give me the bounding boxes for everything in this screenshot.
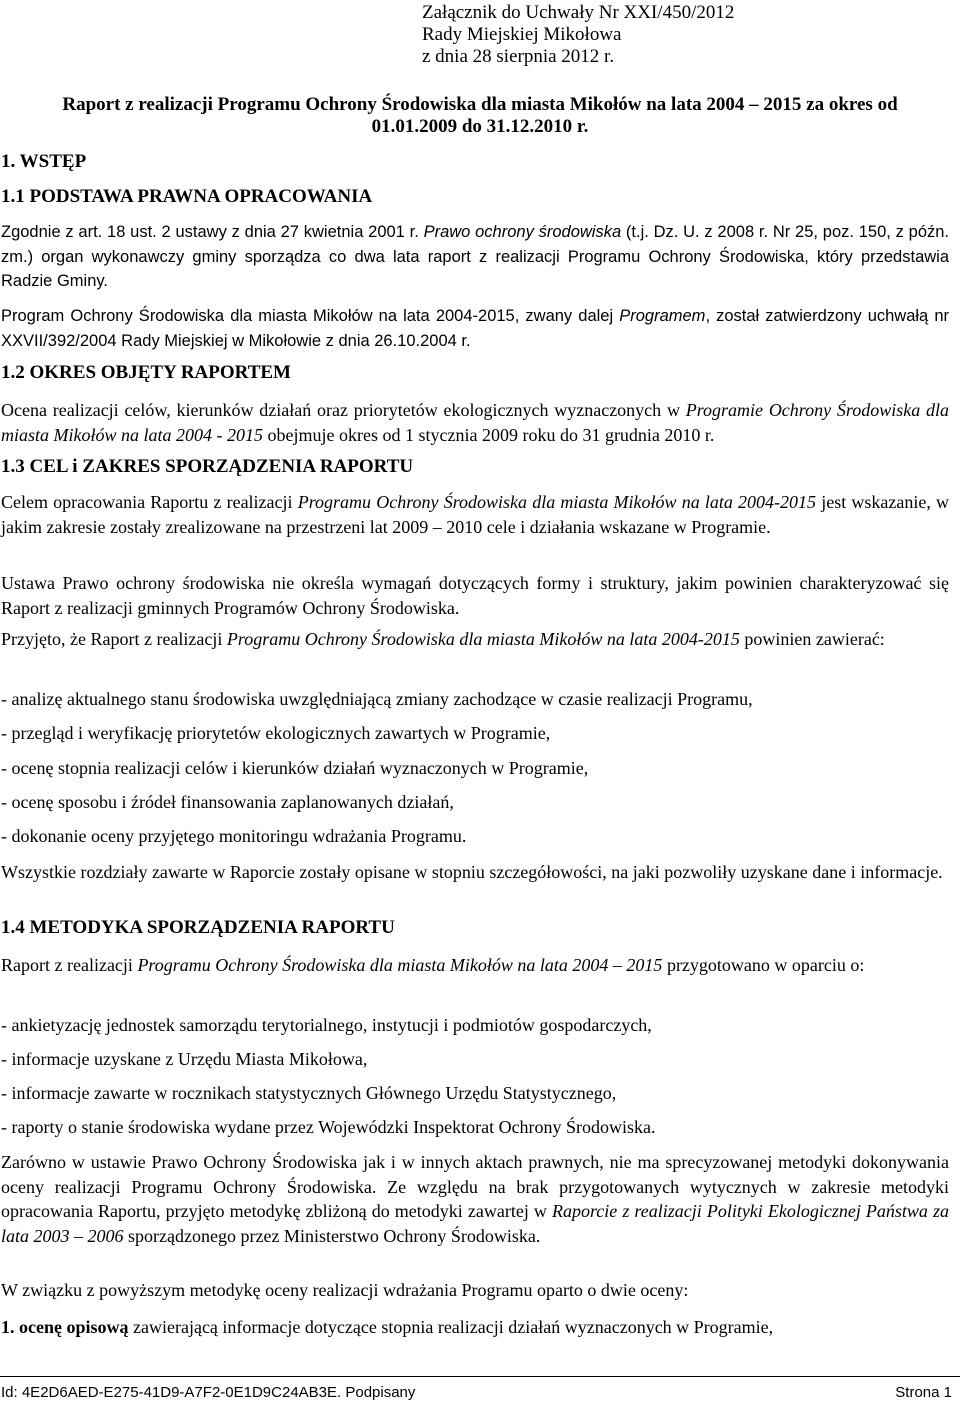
title-line-2: 01.01.2009 do 31.12.2010 r. xyxy=(371,116,589,137)
annex-line-1: Załącznik do Uchwały Nr XXI/450/2012 xyxy=(422,2,735,23)
p8-text-2: przygotowano w oparciu o: xyxy=(662,955,865,975)
paragraph-law: Ustawa Prawo ochrony środowiska nie określa wymagań dotyczących formy i struktury, jakim powinien charakteryzować się Raport z realizacji gminnych Programów Ochrony Środowiska. xyxy=(1,573,949,618)
p11-text: zawierającą informacje dotyczące stopnia realizacji działań wyznaczonych w Programie, xyxy=(128,1317,774,1337)
annex-line-3: z dnia 28 sierpnia 2012 r. xyxy=(422,46,615,67)
p4-text-2: jest wskazanie, w jakim zakresie zostały zrealizowane na przestrzeni lat 2009 – 2010 cele i działania wskazane w Programie. xyxy=(1,492,949,537)
p2-text-2: , został zatwierdzony uchwałą nr XXVII/392/2004 Rady Miejskiej w Mikołowie z dnia 26.10.2004 r. xyxy=(1,307,949,350)
list-item: - analizę aktualnego stanu środowiska uwzględniającą zmiany zachodzące w czasie realizacji Programu, xyxy=(1,689,753,709)
p3-italic: Programie Ochrony Środowiska dla miasta Mikołów na lata 2004 - 2015 xyxy=(1,400,950,445)
p1-text: Zgodnie z art. 18 ust. 2 ustawy z dnia 27 kwietnia 2001 r. xyxy=(1,223,424,241)
section-heading-1-1: 1.1 PODSTAWA PRAWNA OPRACOWANIA xyxy=(1,186,373,207)
paragraph-two-assessments: W związku z powyższym metodykę oceny realizacji wdrażania Programu oparto o dwie oceny: xyxy=(1,1280,689,1300)
paragraph-program xyxy=(1,304,949,353)
p8-italic: Programu Ochrony Środowiska dla miasta Mikołów na lata 2004 – 2015 xyxy=(137,955,663,975)
p11-bold: 1. ocenę opisową xyxy=(1,1317,129,1337)
p6-italic: Programu Ochrony Środowiska dla miasta Mikołów na lata 2004-2015 xyxy=(226,629,740,649)
footer-divider xyxy=(0,1376,960,1377)
p2-italic: Programem xyxy=(619,307,706,325)
section-heading-1-3: 1.3 CEL i ZAKRES SPORZĄDZENIA RAPORTU xyxy=(1,456,414,477)
paragraph-period xyxy=(1,398,949,447)
paragraph-methodology xyxy=(1,1150,949,1248)
p4-text: Celem opracowania Raportu z realizacji xyxy=(1,492,298,512)
paragraph-assumed xyxy=(1,627,949,652)
p1-text-2: (t.j. Dz. U. z 2008 r. Nr 25, poz. 150, z późn. zm.) xyxy=(1,223,950,266)
list-item: - ocenę stopnia realizacji celów i kierunków działań wyznaczonych w Programie, xyxy=(1,758,589,778)
p1-italic: Prawo ochrony środowiska xyxy=(423,223,622,241)
footer-document-id: Id: 4E2D6AED-E275-41D9-A7F2-0E1D9C24AB3E. Podpisany xyxy=(1,1384,416,1401)
p6-text: Przyjęto, że Raport z realizacji xyxy=(1,629,227,649)
list-item: - informacje zawarte w rocznikach statystycznych Głównego Urzędu Statystycznego, xyxy=(1,1083,617,1103)
p8-text: Raport z realizacji xyxy=(1,955,138,975)
title-line-1: Raport z realizacji Programu Ochrony Środowiska dla miasta Mikołów na lata 2004 – 2015 za okres od xyxy=(62,94,898,115)
list-item: - dokonanie oceny przyjętego monitoringu wdrażania Programu. xyxy=(1,826,467,846)
paragraph-descriptive-assessment xyxy=(1,1315,949,1340)
p9-italic: Raporcie z realizacji Polityki Ekologicznej Państwa za lata 2003 – 2006 xyxy=(1,1201,950,1246)
list-item: - informacje uzyskane z Urzędu Miasta Mikołowa, xyxy=(1,1049,368,1069)
annex-line-2: Rady Miejskiej Mikołowa xyxy=(422,24,622,45)
paragraph-chapters: Wszystkie rozdziały zawarte w Raporcie zostały opisane w stopniu szczegółowości, na jaki pozwoliły uzyskane dane i informacje. xyxy=(1,862,943,882)
list-item: - przegląd i weryfikację priorytetów ekologicznych zawartych w Programie, xyxy=(1,723,551,743)
paragraph-method xyxy=(1,953,949,978)
list-item: - raporty o stanie środowiska wydane przez Wojewódzki Inspektorat Ochrony Środowiska. xyxy=(1,1117,656,1137)
p3-text-2: obejmuje okres od 1 stycznia 2009 roku do 31 grudnia 2010 r. xyxy=(263,424,715,445)
section-heading-1-4: 1.4 METODYKA SPORZĄDZENIA RAPORTU xyxy=(1,917,395,938)
list-item: - ankietyzację jednostek samorządu terytorialnego, instytucji i podmiotów gospodarczych, xyxy=(1,1015,652,1035)
p3-text: Ocena realizacji celów, kierunków działań oraz priorytetów ekologicznych wyznaczonych w xyxy=(1,400,686,420)
p9-text: Zarówno w ustawie Prawo Ochrony Środowiska jak i w innych aktach prawnych, nie ma sprecyzowanej metodyki dokonywania oceny realizacji Programu Ochrony Środowiska. Ze względu na brak przygotowanych wytycznych w zakresie metodyki opracowania Raportu, przyjęto metodykę zbliżoną do metodyki zawartej w xyxy=(1,1152,949,1221)
list-item: - ocenę sposobu i źródeł finansowania zaplanowanych działań, xyxy=(1,792,454,812)
paragraph-purpose xyxy=(1,490,949,539)
document-title xyxy=(0,94,960,138)
section-heading-1-2: 1.2 OKRES OBJĘTY RAPORTEM xyxy=(1,362,291,383)
p1-text-3: organ wykonawczy gminy sporządza co dwa lata raport z realizacji Programu Ochrony Środowiska, który przedstawia Radzie Gminy. xyxy=(1,247,949,290)
paragraph-legal-basis xyxy=(1,220,949,294)
section-heading-1: 1. WSTĘP xyxy=(1,151,87,172)
p2-text: Program Ochrony Środowiska dla miasta Mikołów na lata 2004-2015, zwany dalej xyxy=(1,307,620,325)
annex-header xyxy=(422,2,734,68)
p4-italic: Programu Ochrony Środowiska dla miasta Mikołów na lata 2004-2015 xyxy=(297,492,817,512)
p9-text-2: sporządzonego przez Ministerstwo Ochrony Środowiska. xyxy=(123,1225,541,1246)
p6-text-2: powinien zawierać: xyxy=(739,629,885,649)
footer-page-number: Strona 1 xyxy=(895,1384,952,1401)
